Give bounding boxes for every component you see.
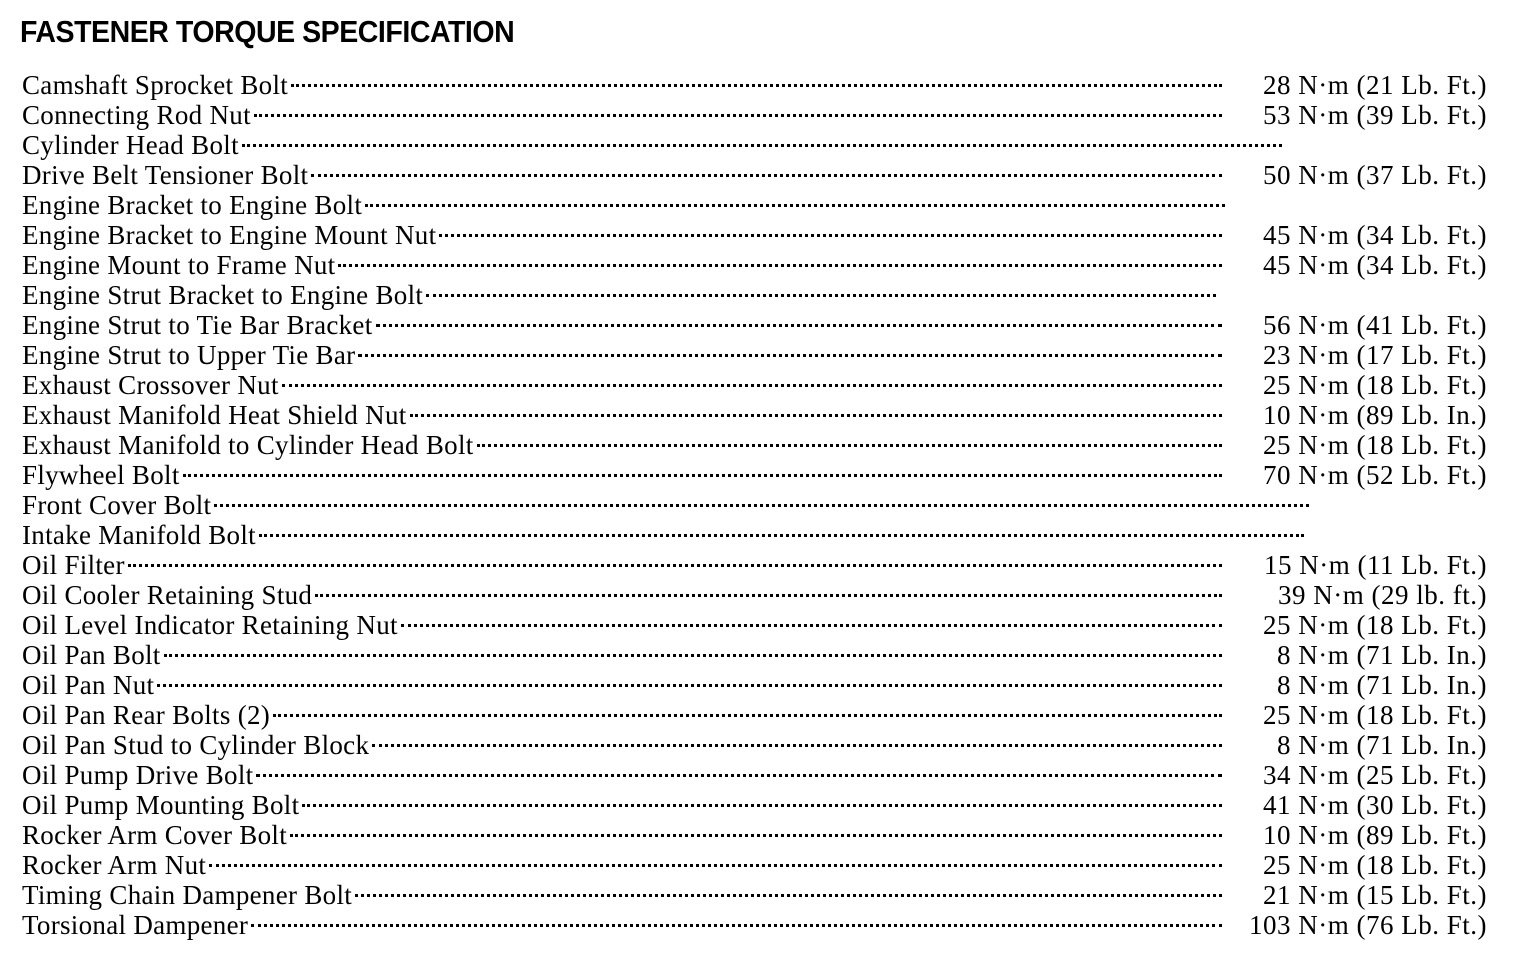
spec-value: 45 N·m (34 Lb. Ft.) <box>1263 250 1487 280</box>
spec-name: Engine Strut to Tie Bar Bracket <box>22 310 373 340</box>
spec-name: Engine Mount to Frame Nut <box>22 250 336 280</box>
spec-value: 70 N·m (52 Lb. Ft.) <box>1263 460 1487 490</box>
spec-name: Flywheel Bolt <box>22 460 180 490</box>
spec-name: Cylinder Head Bolt <box>22 130 239 160</box>
spec-row <box>22 124 1487 160</box>
dot-leader <box>242 124 1282 154</box>
spec-value: 25 N·m (18 Lb. Ft.) <box>1263 850 1487 880</box>
spec-name: Rocker Arm Nut <box>22 850 207 880</box>
spec-value: 25 N·m (18 Lb. Ft.) <box>1263 370 1487 400</box>
spec-value: 15 N·m (11 Lb. Ft.) <box>1264 550 1487 580</box>
dot-leader <box>259 514 1304 544</box>
spec-name: Engine Bracket to Engine Bolt <box>22 190 363 220</box>
spec-name: Oil Pan Nut <box>22 670 155 700</box>
spec-name: Oil Pump Mounting Bolt <box>22 790 300 820</box>
spec-name: Oil Pump Drive Bolt <box>22 760 254 790</box>
dot-leader <box>410 394 1222 424</box>
dot-leader <box>209 844 1222 874</box>
spec-value: 50 N·m (37 Lb. Ft.) <box>1263 160 1487 190</box>
dot-leader <box>157 664 1222 694</box>
spec-value: 8 N·m (71 Lb. In.) <box>1277 730 1487 760</box>
spec-row <box>22 484 1487 520</box>
spec-row <box>22 64 1487 100</box>
page-title: FASTENER TORQUE SPECIFICATION <box>20 14 515 49</box>
dot-leader <box>183 454 1222 484</box>
spec-value: 10 N·m (89 Lb. Ft.) <box>1263 820 1487 850</box>
spec-name: Engine Bracket to Engine Mount Nut <box>22 220 437 250</box>
spec-name: Camshaft Sprocket Bolt <box>22 70 289 100</box>
spec-name: Connecting Rod Nut <box>22 100 251 130</box>
dot-leader <box>355 874 1222 904</box>
dot-leader <box>273 694 1222 724</box>
spec-name: Oil Pan Rear Bolts (2) <box>22 700 271 730</box>
spec-value: 39 N·m (29 lb. ft.) <box>1278 580 1487 610</box>
spec-value: 53 N·m (39 Lb. Ft.) <box>1263 100 1487 130</box>
spec-name: Rocker Arm Cover Bolt <box>22 820 288 850</box>
dot-leader <box>128 544 1222 574</box>
spec-name: Timing Chain Dampener Bolt <box>22 880 353 910</box>
dot-leader <box>282 364 1222 394</box>
spec-value: 10 N·m (89 Lb. In.) <box>1263 400 1487 430</box>
spec-value: 34 N·m (25 Lb. Ft.) <box>1263 760 1487 790</box>
spec-value: 103 N·m (76 Lb. Ft.) <box>1249 910 1487 940</box>
dot-leader <box>214 484 1309 514</box>
spec-name: Oil Pan Stud to Cylinder Block <box>22 730 370 760</box>
dot-leader <box>376 304 1222 334</box>
spec-value: 56 N·m (41 Lb. Ft.) <box>1263 310 1487 340</box>
dot-leader <box>291 64 1222 94</box>
spec-name: Intake Manifold Bolt <box>22 520 256 550</box>
spec-row <box>22 154 1487 190</box>
dot-leader <box>164 634 1222 664</box>
dot-leader <box>302 784 1222 814</box>
dot-leader <box>372 724 1222 754</box>
dot-leader <box>426 274 1216 304</box>
dot-leader <box>401 604 1222 634</box>
spec-name: Exhaust Manifold Heat Shield Nut <box>22 400 407 430</box>
spec-row <box>22 544 1487 580</box>
spec-name: Drive Belt Tensioner Bolt <box>22 160 309 190</box>
spec-value: 8 N·m (71 Lb. In.) <box>1277 640 1487 670</box>
spec-name: Exhaust Manifold to Cylinder Head Bolt <box>22 430 474 460</box>
spec-name: Exhaust Crossover Nut <box>22 370 279 400</box>
dot-leader <box>254 94 1222 124</box>
spec-name: Oil Cooler Retaining Stud <box>22 580 313 610</box>
dot-leader <box>311 154 1222 184</box>
spec-value: 25 N·m (18 Lb. Ft.) <box>1263 430 1487 460</box>
dot-leader <box>251 904 1222 934</box>
dot-leader <box>365 184 1225 214</box>
torque-spec-list <box>22 64 1487 940</box>
spec-value: 23 N·m (17 Lb. Ft.) <box>1263 340 1487 370</box>
spec-value: 25 N·m (18 Lb. Ft.) <box>1263 610 1487 640</box>
spec-name: Oil Filter <box>22 550 125 580</box>
spec-value: 8 N·m (71 Lb. In.) <box>1277 670 1487 700</box>
spec-name: Front Cover Bolt <box>22 490 212 520</box>
dot-leader <box>290 814 1222 844</box>
spec-name: Engine Strut to Upper Tie Bar <box>22 340 356 370</box>
spec-row <box>22 514 1487 550</box>
spec-value: 41 N·m (30 Lb. Ft.) <box>1263 790 1487 820</box>
spec-name: Engine Strut Bracket to Engine Bolt <box>22 280 424 310</box>
dot-leader <box>439 214 1222 244</box>
spec-value: 21 N·m (15 Lb. Ft.) <box>1263 880 1487 910</box>
spec-value: 25 N·m (18 Lb. Ft.) <box>1263 700 1487 730</box>
dot-leader <box>315 574 1222 604</box>
spec-name: Oil Level Indicator Retaining Nut <box>22 610 398 640</box>
spec-name: Oil Pan Bolt <box>22 640 161 670</box>
dot-leader <box>256 754 1222 784</box>
dot-leader <box>477 424 1222 454</box>
spec-value: 28 N·m (21 Lb. Ft.) <box>1263 70 1487 100</box>
spec-value: 45 N·m (34 Lb. Ft.) <box>1263 220 1487 250</box>
spec-name: Torsional Dampener <box>22 910 249 940</box>
dot-leader <box>338 244 1222 274</box>
dot-leader <box>358 334 1222 364</box>
